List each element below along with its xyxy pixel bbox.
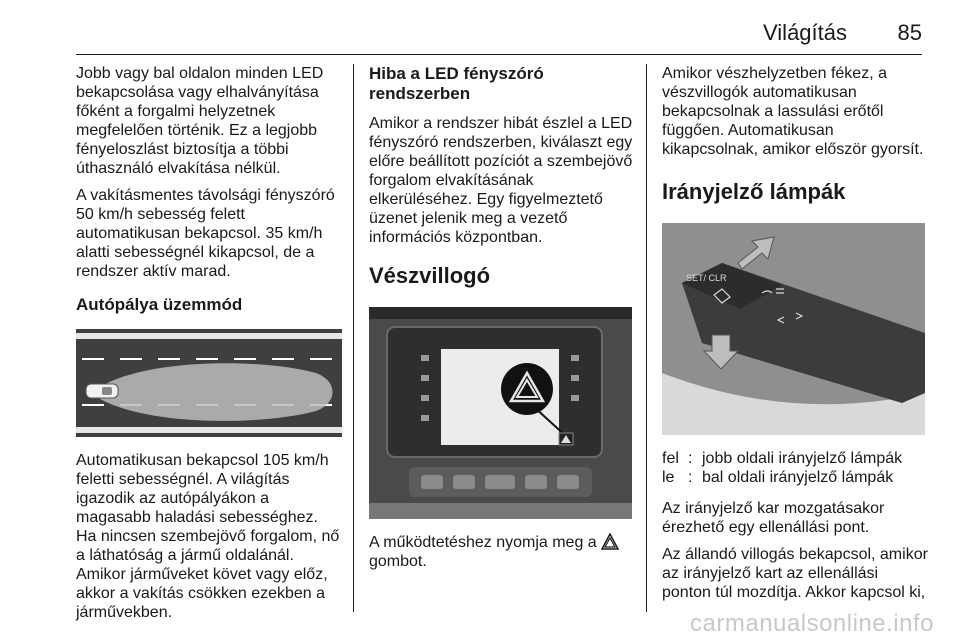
paragraph-led-dimming: Jobb vagy bal oldalon minden LED bekapcsolása vagy elhalványítása főként a forgalmi helyzetnek megfelelően történik. Ez a legjobb fényeloszlást biztosítja a többi úthasználó elvakítása nélkül. <box>76 65 324 177</box>
section-title: Világítás <box>763 20 847 45</box>
definition-row <box>662 449 928 468</box>
paragraph-emergency-braking: Amikor vészhelyzetben fékez, a vészvillogók automatikusan bekapcsolnak a lassulási erőtől függően. Automatikusan kikapcsolnak, amikor először gyorsít. <box>662 65 924 158</box>
column-2 <box>369 64 635 579</box>
paragraph-continuous-flash: Az állandó villogás bekapcsol, amikor az irányjelző kart az ellenállási ponton túl mozdítja. Akkor kapcsol ki, <box>662 546 928 601</box>
definition-value: jobb oldali irányjelző lámpák <box>702 450 903 467</box>
turn-signal-definitions <box>662 449 928 487</box>
definition-value: bal oldali irányjelző lámpák <box>702 469 894 486</box>
paragraph-hazard-operate <box>369 533 635 571</box>
page-number: 85 <box>897 20 922 45</box>
definition-key: fel <box>662 450 679 467</box>
definition-key: le <box>662 469 675 486</box>
hazard-triangle-icon <box>601 533 619 550</box>
watermark: carmanualsonline.info <box>690 610 934 637</box>
paragraph-led-fault: Amikor a rendszer hibát észlel a LED fényszóró rendszerben, kiválaszt egy előre beállított pozíciót a szembejövő forgalom elvakításának elkerüléséhez. Egy figyelmeztető üzenet jelenik meg a vezető információs központban. <box>369 115 633 246</box>
definition-row <box>662 468 928 487</box>
header-divider <box>76 54 922 55</box>
paragraph-motorway-mode: Automatikusan bekapcsol 105 km/h feletti sebességnél. A világítás igazodik az autópályákon a magasabb haladási sebességhez. Ha nincsen szembejövő forgalom, nő a láthatóság a jármű oldalánál. Amikor járműveket követ vagy előz, akkor a vakítás csökken ezekben a járművekben. <box>76 452 340 621</box>
motorway-mode-illustration <box>76 329 342 437</box>
heading-motorway-mode: Autópálya üzemmód <box>76 295 243 314</box>
title-hazard-lights: Vészvillogó <box>369 263 491 288</box>
set-clr-label: SET/ CLR <box>686 273 727 283</box>
hazard-button-illustration <box>369 307 632 519</box>
column-3 <box>662 64 928 610</box>
column-1 <box>76 64 342 630</box>
paragraph-glare-free: A vakításmentes távolsági fényszóró 50 km/h sebesség felett automatikusan bekapcsol. 35 km/h alatti sebességnél kikapcsol, de a rendszer aktív marad. <box>76 187 335 280</box>
heading-led-fault: Hiba a LED fényszóró rendszerben <box>369 64 544 103</box>
definition-colon: : <box>688 450 693 467</box>
definition-colon: : <box>688 469 693 486</box>
hazard-instruction-text: A működtetéshez nyomja meg a <box>369 534 597 551</box>
turn-signal-lever-illustration <box>662 223 925 435</box>
title-turn-signals: Irányjelző lámpák <box>662 179 846 204</box>
column-divider-2 <box>646 64 647 612</box>
paragraph-resistance-point: Az irányjelző kar mozgatásakor érezhető egy ellenállási pont. <box>662 500 885 536</box>
hazard-instruction-text-end: gombot. <box>369 553 427 570</box>
column-divider-1 <box>353 64 354 612</box>
